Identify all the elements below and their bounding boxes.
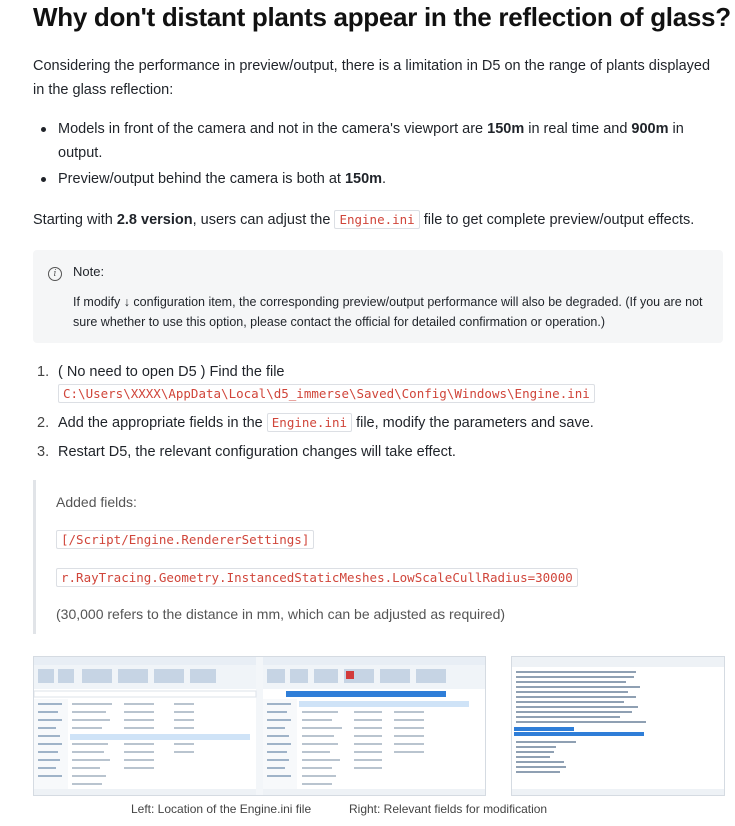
version-paragraph <box>33 208 694 232</box>
bullet-dot <box>41 127 46 132</box>
version-bold: 2.8 version <box>116 212 193 228</box>
step-text: ( No need to open D5 ) Find the file <box>58 364 285 380</box>
step-number: 1. <box>37 364 50 380</box>
list-item <box>33 167 703 191</box>
bullet-text: . <box>382 171 387 187</box>
notepad-screenshot-graphic <box>512 657 724 795</box>
fields-remark: (30,000 refers to the distance in mm, which can be adjusted as required) <box>56 606 506 622</box>
bullet-bold: 150m <box>487 121 525 137</box>
note-title: Note: <box>73 264 105 279</box>
explorer-screenshot-graphic <box>34 657 485 795</box>
steps-list <box>33 361 723 470</box>
step-number: 3. <box>37 444 50 460</box>
step-text: Add the appropriate fields in the <box>58 415 267 431</box>
inline-code: Engine.ini <box>334 210 419 229</box>
explorer-screenshot <box>33 656 486 796</box>
config-field-code: r.RayTracing.Geometry.InstancedStaticMeshes.LowScaleCullRadius=30000 <box>56 568 578 587</box>
inline-code: Engine.ini <box>267 413 352 432</box>
notepad-screenshot <box>511 656 725 796</box>
intro-paragraph: Considering the performance in preview/output, there is a limitation in D5 on the range of plants displayed in the glass reflection: <box>33 58 711 98</box>
caption-right: Right: Relevant fields for modification <box>349 802 548 816</box>
bullet-text: Models in front of the camera and not in the camera's viewport are <box>58 121 488 137</box>
limit-list <box>33 117 703 193</box>
bullet-bold: 150m <box>344 171 383 187</box>
added-fields-block <box>33 480 728 634</box>
note-callout <box>33 250 723 343</box>
caption-left: Left: Location of the Engine.ini file <box>131 802 312 816</box>
note-body: If modify ↓ configuration item, the corresponding preview/output performance will also be degraded. (If you are not sure whether to use this option, please contact the official for detailed confirmation or operation.) <box>73 295 703 329</box>
bullet-bold: 900m <box>631 121 669 137</box>
file-path-code: C:\Users\XXXX\AppData\Local\d5_immerse\Saved\Config\Windows\Engine.ini <box>58 384 595 403</box>
page-title: Why don't distant plants appear in the reflection of glass? <box>33 2 731 32</box>
step-text: Restart D5, the relevant configuration changes will take effect. <box>58 444 456 460</box>
list-item <box>33 117 703 165</box>
list-item <box>33 361 723 405</box>
config-section-code: [/Script/Engine.RendererSettings] <box>56 530 314 549</box>
bullet-dot <box>41 177 46 182</box>
step-text: file, modify the parameters and save. <box>352 415 594 431</box>
list-item <box>33 441 723 463</box>
info-icon: i <box>48 267 62 281</box>
fields-label: Added fields: <box>56 494 137 510</box>
step-number: 2. <box>37 415 50 431</box>
bullet-text: Preview/output behind the camera is both at <box>58 171 345 187</box>
paragraph-text: Starting with <box>33 212 117 228</box>
list-item <box>33 412 723 434</box>
paragraph-text: , users can adjust the <box>192 212 335 228</box>
bullet-text: in real time and <box>524 121 632 137</box>
paragraph-text: file to get complete preview/output effects. <box>419 212 695 228</box>
bullet-text: in output. <box>58 121 684 161</box>
